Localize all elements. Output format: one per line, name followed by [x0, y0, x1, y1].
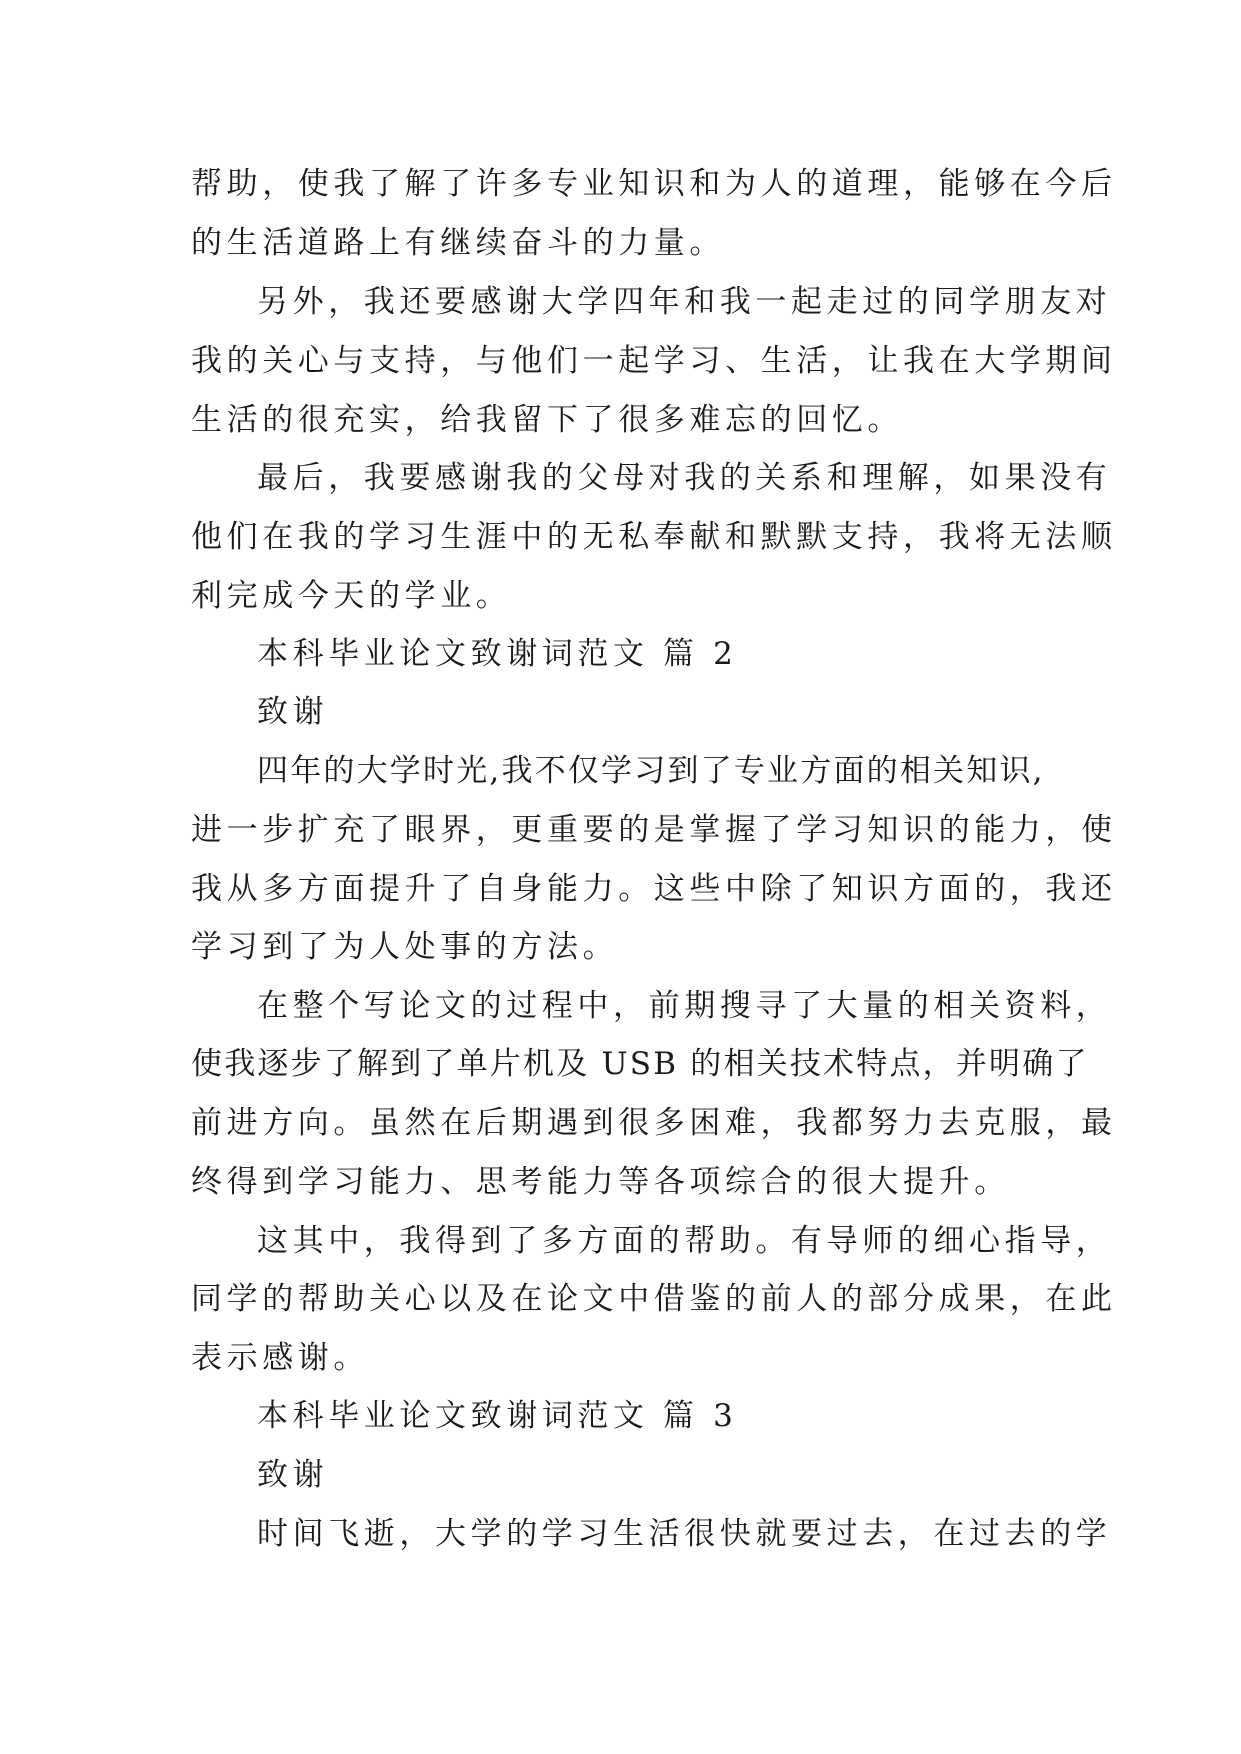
section-heading: 本科毕业论文致谢词范文 篇 2	[257, 636, 738, 672]
paragraph-start-line: 最后，我要感谢我的父母对我的关系和理解，如果没有	[257, 460, 1112, 496]
paragraph-start-line: 这其中，我得到了多方面的帮助。有导师的细心指导，	[257, 1223, 1112, 1259]
text-line: 终得到学习能力、思考能力等各项综合的很大提升。	[191, 1164, 1010, 1200]
section-subheading: 致谢	[257, 1457, 329, 1493]
paragraph-start-line: 时间飞逝，大学的学习生活很快就要过去，在过去的学	[257, 1516, 1112, 1552]
text-line: 利完成今天的学业。	[191, 578, 512, 614]
text-line: 同学的帮助关心以及在论文中借鉴的前人的部分成果，在此	[191, 1281, 1117, 1317]
text-line: 他们在我的学习生涯中的无私奉献和默默支持，我将无法顺	[191, 519, 1117, 555]
text-line: 进一步扩充了眼界，更重要的是掌握了学习知识的能力，使	[191, 812, 1117, 848]
text-line: 我从多方面提升了自身能力。这些中除了知识方面的，我还	[191, 871, 1117, 907]
section-subheading: 致谢	[257, 694, 329, 730]
text-line: 帮助，使我了解了许多专业知识和为人的道理，能够在今后	[191, 166, 1117, 202]
text-line: 使我逐步了解到了单片机及 USB 的相关技术特点，并明确了	[191, 1046, 1089, 1082]
text-line: 生活的很充实，给我留下了很多难忘的回忆。	[191, 402, 903, 438]
text-line: 我的关心与支持，与他们一起学习、生活，让我在大学期间	[191, 343, 1117, 379]
text-line: 前进方向。虽然在后期遇到很多困难，我都努力去克服，最	[191, 1105, 1117, 1141]
paragraph-start-line: 另外，我还要感谢大学四年和我一起走过的同学朋友对	[257, 284, 1112, 320]
text-line: 表示感谢。	[191, 1340, 369, 1376]
paragraph-start-line: 在整个写论文的过程中，前期搜寻了大量的相关资料，	[257, 988, 1112, 1024]
text-line: 学习到了为人处事的方法。	[191, 929, 619, 965]
paragraph-start-line: 四年的大学时光,我不仅学习到了专业方面的相关知识,	[257, 753, 1045, 789]
text-line: 的生活道路上有继续奋斗的力量。	[191, 225, 725, 261]
section-heading: 本科毕业论文致谢词范文 篇 3	[257, 1398, 738, 1434]
